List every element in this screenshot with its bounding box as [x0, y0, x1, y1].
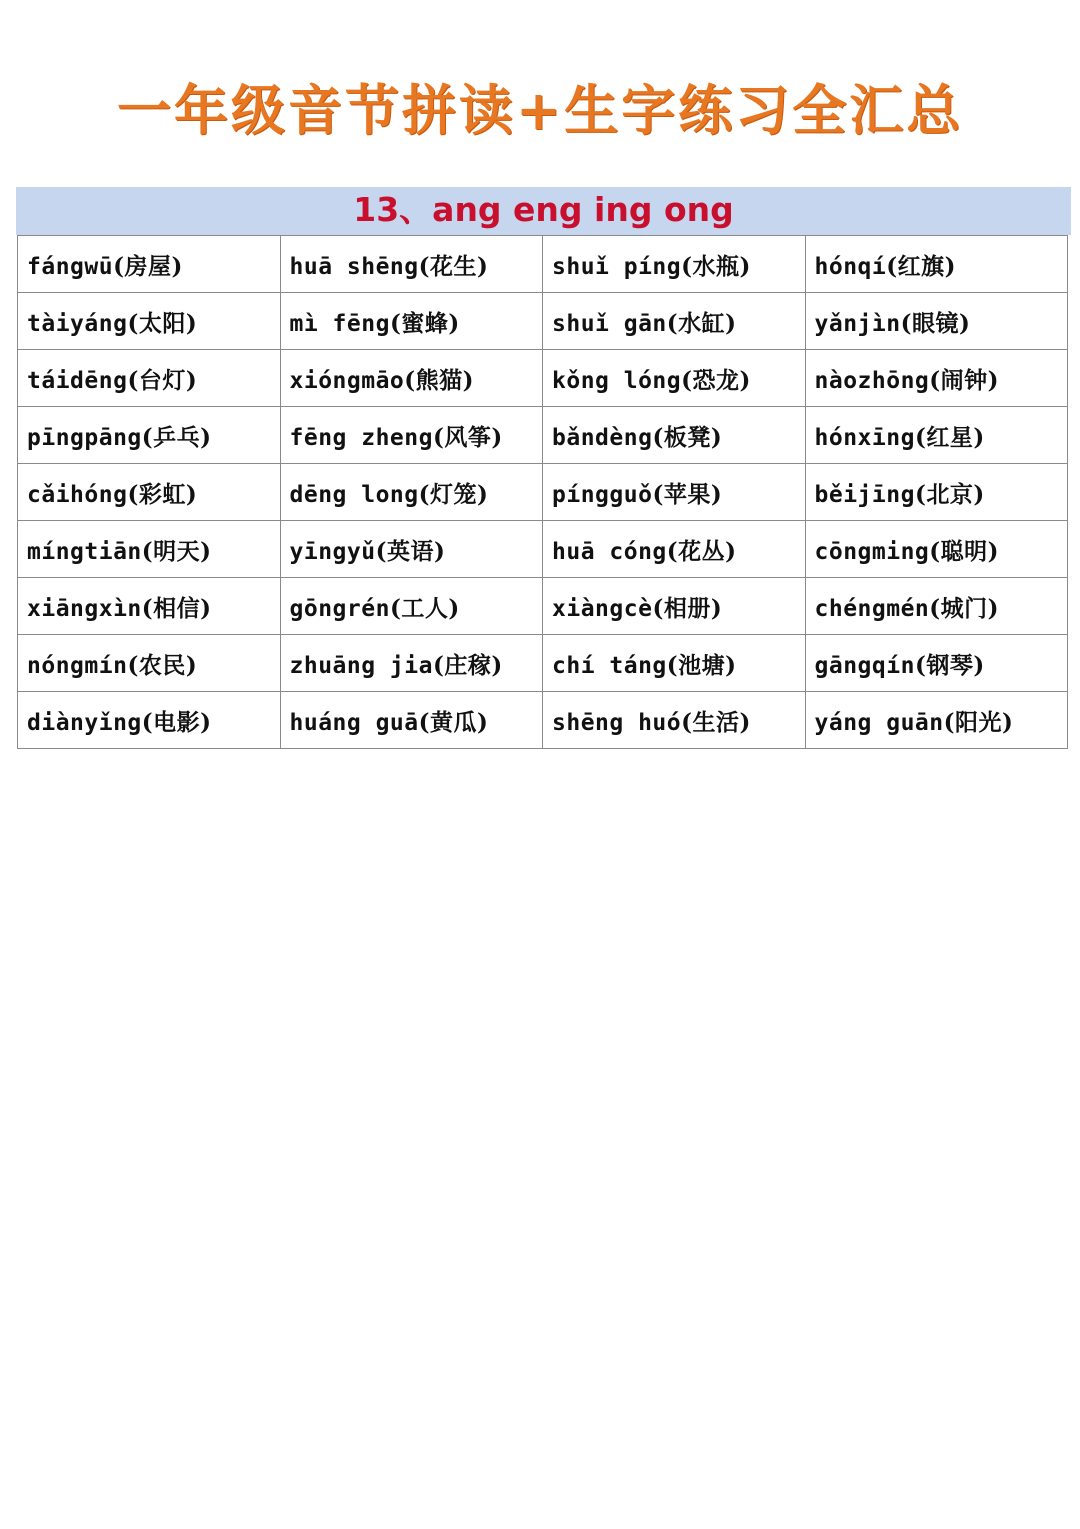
hanzi-text: (相册) [652, 594, 723, 622]
word-cell [18, 407, 281, 464]
hanzi-text: (生活) [681, 708, 751, 736]
word-cell [543, 635, 806, 692]
hanzi-text: (熊猫) [404, 366, 475, 394]
pinyin-text: fángwū [27, 253, 114, 280]
word-cell [543, 293, 806, 350]
pinyin-table-body [18, 236, 1068, 749]
word-cell [805, 692, 1068, 749]
pinyin-text: táidēng [27, 367, 128, 394]
hanzi-text: (聪明) [929, 537, 1000, 565]
pinyin-text: xióngmāo [289, 367, 405, 394]
word-cell [280, 464, 543, 521]
hanzi-text: (阳光) [943, 708, 1014, 736]
word-cell [543, 692, 806, 749]
hanzi-text: (英语) [375, 537, 446, 565]
word-cell [280, 578, 543, 635]
hanzi-text: (电影) [141, 708, 212, 736]
hanzi-text: (红星) [914, 423, 985, 451]
table-row [18, 350, 1068, 407]
pinyin-text: zhuāng jia [289, 652, 433, 679]
pinyin-text: cǎihóng [27, 481, 128, 508]
pinyin-table [17, 235, 1068, 749]
hanzi-text: (恐龙) [681, 366, 751, 394]
pinyin-text: yǎnjìn [814, 310, 901, 337]
hanzi-text: (黄瓜) [418, 708, 489, 736]
word-cell [280, 692, 543, 749]
word-cell [805, 578, 1068, 635]
pinyin-text: chí táng [552, 652, 667, 679]
word-cell [18, 521, 281, 578]
pinyin-text: huáng guā [289, 709, 419, 736]
hanzi-text: (水瓶) [681, 252, 751, 280]
pinyin-text: cōngming [814, 538, 930, 565]
hanzi-text: (城门) [929, 594, 1000, 622]
hanzi-text: (明天) [141, 537, 212, 565]
pinyin-text: huā cóng [552, 538, 667, 565]
word-cell [805, 407, 1068, 464]
pinyin-text: mì fēng [289, 310, 390, 337]
hanzi-text: (闹钟) [929, 366, 1000, 394]
word-cell [805, 521, 1068, 578]
pinyin-text: nàozhōng [814, 367, 930, 394]
section-heading: 13、ang eng ing ong [16, 187, 1071, 235]
hanzi-text: (苹果) [652, 480, 723, 508]
pinyin-text: yīngyǔ [289, 538, 376, 565]
hanzi-text: (台灯) [127, 366, 198, 394]
table-row [18, 635, 1068, 692]
pinyin-text: xiāngxìn [27, 595, 142, 622]
pinyin-text: huā shēng [289, 253, 419, 280]
pinyin-text: nóngmín [27, 652, 128, 679]
hanzi-text: (太阳) [127, 309, 198, 337]
word-cell [280, 635, 543, 692]
pinyin-text: gāngqín [814, 652, 915, 679]
word-cell [280, 293, 543, 350]
table-row [18, 236, 1068, 293]
hanzi-text: (相信) [141, 594, 212, 622]
word-cell [543, 464, 806, 521]
hanzi-text: (风筝) [432, 423, 503, 451]
word-cell [280, 350, 543, 407]
word-cell [543, 521, 806, 578]
word-cell [543, 236, 806, 293]
pinyin-text: gōngrén [289, 595, 390, 622]
table-row [18, 407, 1068, 464]
hanzi-text: (乒乓) [141, 423, 212, 451]
word-cell [805, 635, 1068, 692]
table-row [18, 692, 1068, 749]
word-cell [805, 350, 1068, 407]
pinyin-text: shēng huó [552, 709, 682, 736]
word-cell [280, 521, 543, 578]
pinyin-text: hónxīng [814, 424, 915, 451]
pinyin-text: xiàngcè [552, 595, 653, 622]
hanzi-text: (农民) [127, 651, 198, 679]
hanzi-text: (红旗) [886, 252, 957, 280]
pinyin-text: fēng zheng [289, 424, 433, 451]
hanzi-text: (钢琴) [914, 651, 985, 679]
word-cell [543, 350, 806, 407]
word-cell [805, 236, 1068, 293]
pinyin-text: běijīng [814, 481, 915, 508]
pinyin-text: chéngmén [814, 595, 930, 622]
word-cell [18, 464, 281, 521]
pinyin-text: kǒng lóng [552, 367, 682, 394]
hanzi-text: (庄稼) [432, 651, 503, 679]
hanzi-text: (灯笼) [418, 480, 489, 508]
hanzi-text: (板凳) [652, 423, 723, 451]
word-cell [18, 236, 281, 293]
table-row [18, 293, 1068, 350]
pinyin-text: píngguǒ [552, 481, 653, 508]
page-title: 一年级音节拼读+生字练习全汇总 [116, 78, 964, 142]
word-cell [543, 578, 806, 635]
word-cell [805, 293, 1068, 350]
hanzi-text: (房屋) [113, 252, 183, 280]
pinyin-text: pīngpāng [27, 424, 142, 451]
hanzi-text: (池塘) [666, 651, 737, 679]
pinyin-text: yáng guān [814, 709, 944, 736]
pinyin-text: diànyǐng [27, 709, 142, 736]
word-cell [280, 407, 543, 464]
word-cell [280, 236, 543, 293]
table-row [18, 578, 1068, 635]
word-cell [18, 578, 281, 635]
hanzi-text: (花生) [418, 252, 489, 280]
hanzi-text: (工人) [389, 594, 460, 622]
hanzi-text: (花丛) [666, 537, 737, 565]
word-cell [18, 293, 281, 350]
pinyin-text: míngtiān [27, 538, 142, 565]
word-cell [18, 692, 281, 749]
word-cell [805, 464, 1068, 521]
word-cell [543, 407, 806, 464]
pinyin-text: bǎndèng [552, 424, 653, 451]
hanzi-text: (彩虹) [127, 480, 198, 508]
hanzi-text: (蜜蜂) [389, 309, 460, 337]
word-cell [18, 635, 281, 692]
hanzi-text: (眼镜) [900, 309, 971, 337]
pinyin-text: hónqí [814, 253, 887, 280]
hanzi-text: (水缸) [666, 309, 737, 337]
pinyin-text: shuǐ gān [552, 310, 667, 337]
pinyin-text: dēng long [289, 481, 419, 508]
hanzi-text: (北京) [914, 480, 985, 508]
word-cell [18, 350, 281, 407]
table-row [18, 464, 1068, 521]
pinyin-text: tàiyáng [27, 310, 128, 337]
pinyin-text: shuǐ píng [552, 253, 682, 280]
table-row [18, 521, 1068, 578]
